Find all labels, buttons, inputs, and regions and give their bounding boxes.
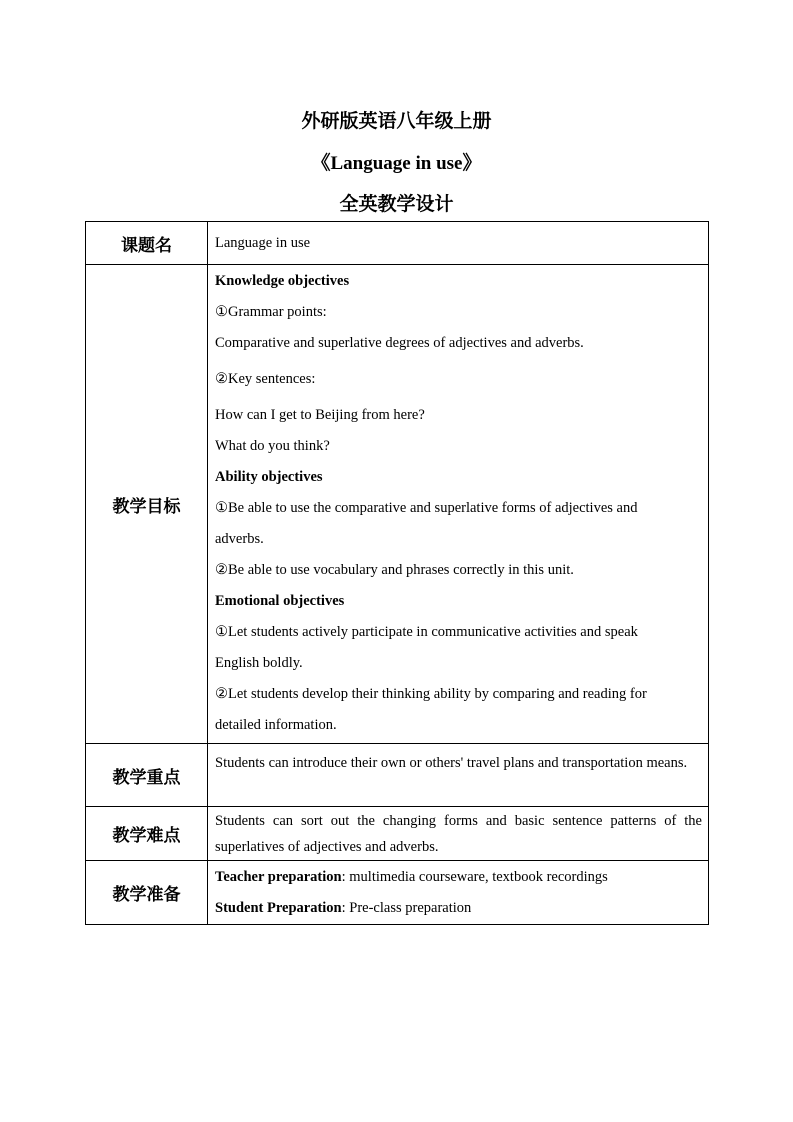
preparation-content — [208, 861, 709, 925]
difficulties-content — [208, 807, 709, 861]
key-sentences-label: ②Key sentences: — [215, 371, 316, 387]
emotional-objective-1a: ①Let students actively participate in communicative activities and speak — [215, 624, 638, 640]
row-label-difficulties: 教学难点 — [86, 807, 208, 861]
objectives-content — [208, 265, 709, 744]
table-row-topic — [86, 222, 709, 265]
emotional-heading: Emotional objectives — [215, 593, 345, 609]
emotional-objective-1b: English boldly. — [215, 655, 303, 671]
ability-heading: Ability objectives — [215, 469, 323, 485]
lesson-plan-table — [85, 221, 709, 925]
student-preparation-text: : Pre-class preparation — [341, 900, 472, 916]
teacher-preparation — [215, 862, 702, 893]
emotional-objective-2b: detailed information. — [215, 717, 337, 733]
teacher-preparation-text: : multimedia courseware, textbook recordings — [341, 869, 608, 885]
ability-objective-2: ②Be able to use vocabulary and phrases correctly in this unit. — [215, 562, 574, 578]
knowledge-heading: Knowledge objectives — [215, 273, 350, 289]
emotional-objective-2a: ②Let students develop their thinking ability by comparing and reading for — [215, 686, 647, 702]
document-subtitle: 全英教学设计 — [339, 193, 454, 215]
difficulties-text: Students can sort out the changing forms and basic sentence patterns of the superlatives of adjectives and adverbs. — [215, 813, 702, 855]
topic-value — [208, 222, 709, 265]
table-row-difficulties — [86, 807, 709, 861]
student-preparation-label: Student Preparation — [215, 900, 342, 916]
row-label-preparation: 教学准备 — [86, 861, 208, 925]
row-label-key-points: 教学重点 — [86, 744, 208, 807]
grammar-label: ①Grammar points: — [215, 304, 327, 320]
key-points-text: Students can introduce their own or others' travel plans and transportation means. — [215, 755, 688, 771]
key-sentence-1: How can I get to Beijing from here? — [215, 407, 425, 423]
key-points-content — [208, 744, 709, 807]
ability-objective-1b: adverbs. — [215, 531, 264, 547]
student-preparation — [215, 893, 702, 924]
table-row-objectives — [86, 265, 709, 744]
key-sentence-2: What do you think? — [215, 438, 330, 454]
lesson-title: 《Language in use》 — [311, 153, 482, 174]
teacher-preparation-label: Teacher preparation — [215, 869, 342, 885]
topic-text: Language in use — [215, 234, 311, 251]
row-label-topic: 课题名 — [86, 222, 208, 265]
table-row-preparation — [86, 861, 709, 925]
document-title: 外研版英语八年级上册 — [301, 110, 492, 132]
row-label-objectives: 教学目标 — [86, 265, 208, 744]
ability-objective-1a: ①Be able to use the comparative and superlative forms of adjectives and — [215, 500, 638, 516]
grammar-text: Comparative and superlative degrees of adjectives and adverbs. — [215, 335, 584, 351]
table-row-key-points — [86, 744, 709, 807]
